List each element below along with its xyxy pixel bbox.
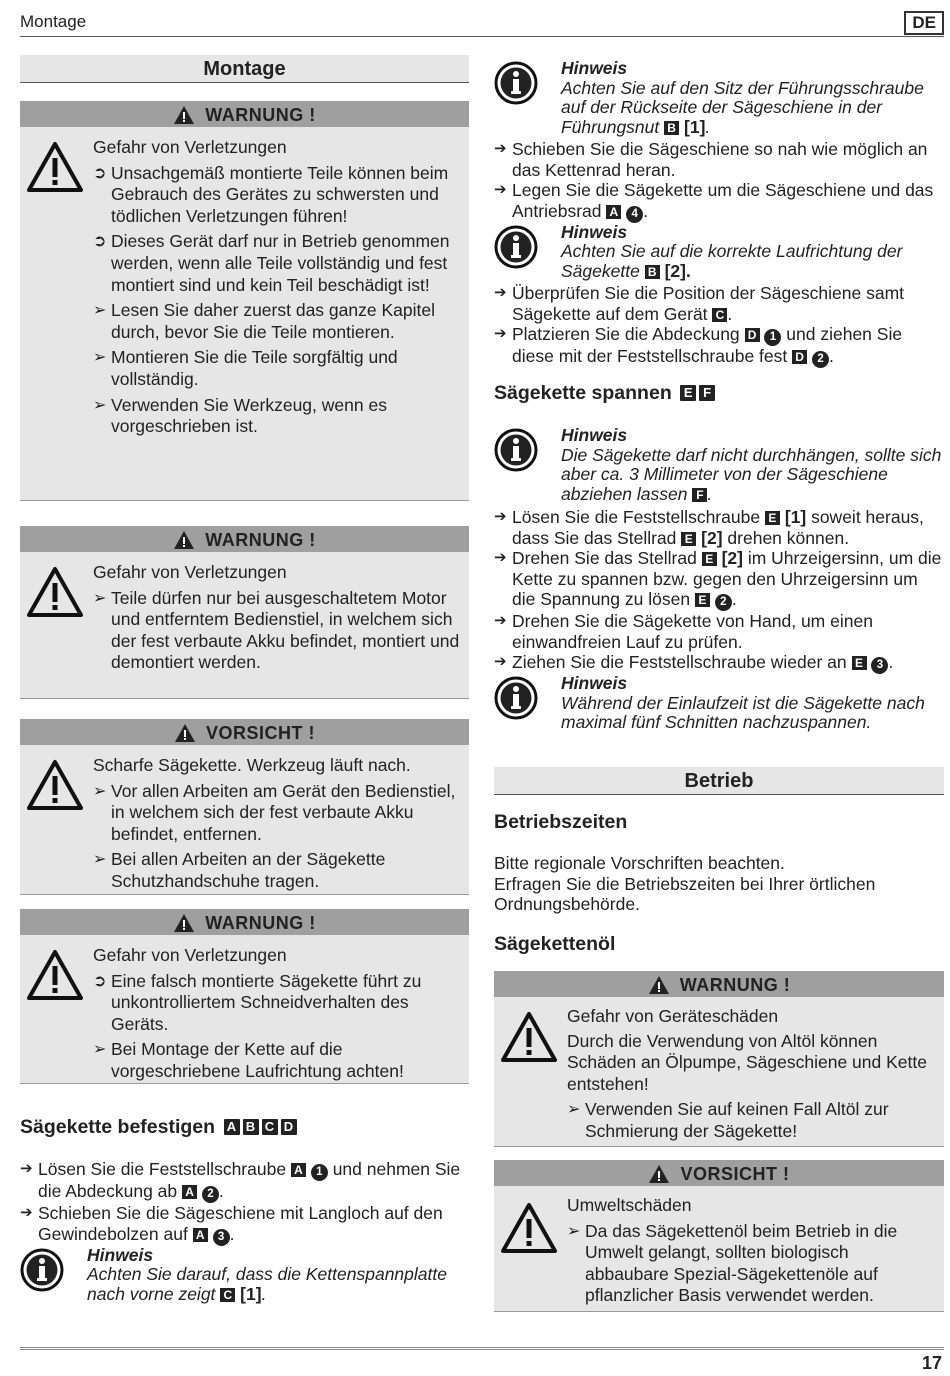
info-icon [494,428,538,472]
list-item: ➢ Verwenden Sie auf keinen Fall Altöl zur Schmierung der Sägekette! [567,1099,889,1141]
list-item: ➢ Bei allen Arbeiten an der Sägekette Schutzhandschuhe tragen. [93,849,386,891]
subsection-title-oel: Sägekettenöl [494,933,616,955]
step-item: ➔ Ziehen Sie die Feststellschraube wieder an E 3 . [494,652,894,672]
small-warning-icon [173,105,195,125]
info-icon [494,61,538,105]
step-item: ➔ Legen Sie die Sägekette um die Sägeschiene und das Antriebsrad A 4 . [494,180,934,221]
list-item: ➢ Verwenden Sie Werkzeug, wenn es vorgeschrieben ist. [93,394,387,437]
step-list [20,1159,469,1304]
section-title-betrieb: Betrieb [494,767,944,795]
warning-body [567,1006,936,1143]
hazard-text: Gefahr von Verletzungen [93,137,287,157]
hint-note: Hinweis Achten Sie auf die korrekte Laufrichtung der Sägekette B [2]. [494,223,944,282]
list-item: ➲ Dieses Gerät darf nur in Betrieb genommen werden, wenn alle Teile vollständig und fest montiert sind und kein Teil beschädigt ist! [93,231,450,295]
caution-box [20,719,469,895]
figure-badge: B [243,1119,259,1135]
list-item: ➢ Da das Sägekettenöl beim Betrieb in die Umwelt gelangt, sollten biologisch abbaubare Spezial-Sägekettenöle auf pflanzlicher Basis verwendet werden. [567,1220,898,1306]
list-item: ➢ Lesen Sie daher zuerst das ganze Kapitel durch, bevor Sie die Teile montieren. [93,300,435,342]
language-badge: DE [904,11,944,35]
figure-badge: A [224,1119,240,1135]
page-header [20,10,944,37]
caution-header: VORSICHT ! [494,1160,944,1186]
list-item: ➲ Eine falsch montierte Sägekette führt zu unkontrolliertem Schneidverhalten des Geräts. [93,970,422,1034]
step-item: ➔ Drehen Sie die Sägekette von Hand, um einen einwandfreien Lauf zu prüfen. [494,611,873,652]
footer-divider [20,1347,944,1350]
list-item: ➲ Unsachgemäß montierte Teile können beim Gebrauch des Gerätes zu schwersten und tödlichen Verletzungen führen! [93,162,449,226]
warning-header: WARNUNG ! [20,526,469,552]
step-item: ➔ Schieben Sie die Sägeschiene mit Langloch auf den Gewindebolzen auf A 3 . [20,1203,443,1244]
subsection-title-befestigen: Sägekette befestigen A B C D [20,1116,297,1139]
header-section-title: Montage [20,12,87,31]
warning-body [93,562,461,674]
figure-badge: C [262,1119,278,1135]
page-number: 17 [921,1353,942,1373]
warning-header: WARNUNG ! [20,909,469,935]
hazard-text: Gefahr von Verletzungen [93,945,287,965]
warning-box-1 [20,101,469,501]
warning-text: Durch die Verwendung von Altöl können Schäden an Ölpumpe, Sägeschiene und Kette entstehen! [567,1030,927,1094]
small-warning-icon [648,1164,670,1184]
subsection-title-spannen: Sägekette spannen E F [494,382,715,405]
warning-body [93,945,461,1083]
list-item: ➢ Vor allen Arbeiten am Gerät den Bedienstiel, in welchem sich der fest verbaute Akku befindet, entfernen. [93,780,456,844]
hazard-text: Umweltschäden [567,1195,692,1215]
hazard-text: Gefahr von Verletzungen [93,562,287,582]
warning-header: WARNUNG ! [494,971,944,997]
caution-body [93,755,461,893]
hazard-triangle-icon [500,1011,558,1063]
list-item: ➢ Bei Montage der Kette auf die vorgeschriebene Laufrichtung achten! [93,1039,404,1081]
warning-body [93,137,461,438]
hint-note: Hinweis Achten Sie auf den Sitz der Führungsschraube auf der Rückseite der Sägeschiene in der Führungsnut B [1]. [494,59,944,137]
hazard-triangle-icon [26,566,84,618]
hint-note: Hinweis Die Sägekette darf nicht durchhängen, sollte sich aber ca. 3 Millimeter von der Sägeschiene abziehen lassen F . [494,426,944,504]
small-warning-icon [173,913,195,933]
warning-box-3 [20,909,469,1084]
small-warning-icon [174,723,196,743]
caution-body [567,1195,936,1307]
hazard-triangle-icon [26,949,84,1001]
hazard-triangle-icon [26,141,84,193]
hazard-triangle-icon [500,1202,558,1254]
step-item: ➔ Überprüfen Sie die Position der Sägeschiene samt Sägekette auf dem Gerät C . [494,283,905,324]
hint-note: Hinweis Achten Sie darauf, dass die Kettenspannplatte nach vorne zeigt C [1]. [20,1246,469,1305]
list-item: ➢ Teile dürfen nur bei ausgeschaltetem Motor und entferntem Bedienstiel, in welchem sich der fest verbaute Akku befindet, montiert und demontiert werden. [93,587,460,673]
info-icon [494,676,538,720]
hint-note: Hinweis Während der Einlaufzeit ist die Sägekette nach maximal fünf Schnitten nachzuspannen. [494,674,944,733]
small-warning-icon [173,530,195,550]
step-item: ➔ Platzieren Sie die Abdeckung D 1 und ziehen Sie diese mit der Feststellschraube fest D 2 . [494,324,903,366]
hazard-triangle-icon [26,759,84,811]
figure-badge: E [680,385,696,401]
figure-badge: D [281,1119,297,1135]
spannen-content [494,426,944,733]
right-top-content [494,59,944,368]
section-title-montage: Montage [20,55,469,83]
betriebszeiten-text: Bitte regionale Vorschriften beachten. Erfragen Sie die Betriebszeiten bei Ihrer örtlichen Ordnungsbehörde. [494,853,876,914]
info-icon [494,225,538,269]
step-item: ➔ Lösen Sie die Feststellschraube A 1 und nehmen Sie die Abdeckung ab A 2 . [20,1159,461,1201]
small-warning-icon [648,975,670,995]
hazard-text: Scharfe Sägekette. Werkzeug läuft nach. [93,755,411,775]
step-item: ➔ Drehen Sie das Stellrad E [2] im Uhrzeigersinn, um die Kette zu spannen bzw. gegen den Uhrzeigersinn um die Spannung zu lösen E 2 . [494,548,942,609]
list-item: ➢ Montieren Sie die Teile sorgfältig und vollständig. [93,347,398,389]
warning-header: WARNUNG ! [20,101,469,127]
warning-box-oel [494,971,944,1147]
caution-header: VORSICHT ! [20,719,469,745]
info-icon [20,1248,64,1292]
caution-box-umwelt [494,1160,944,1312]
subsection-title-betriebszeiten: Betriebszeiten [494,811,628,833]
figure-badge: F [699,385,715,401]
warning-box-2 [20,526,469,699]
step-item: ➔ Lösen Sie die Feststellschraube E [1] soweit heraus, dass Sie das Stellrad E [2] drehen können. [494,507,924,548]
hazard-text: Gefahr von Geräteschäden [567,1006,779,1026]
step-item: ➔ Schieben Sie die Sägeschiene so nah wie möglich an das Kettenrad heran. [494,139,928,180]
